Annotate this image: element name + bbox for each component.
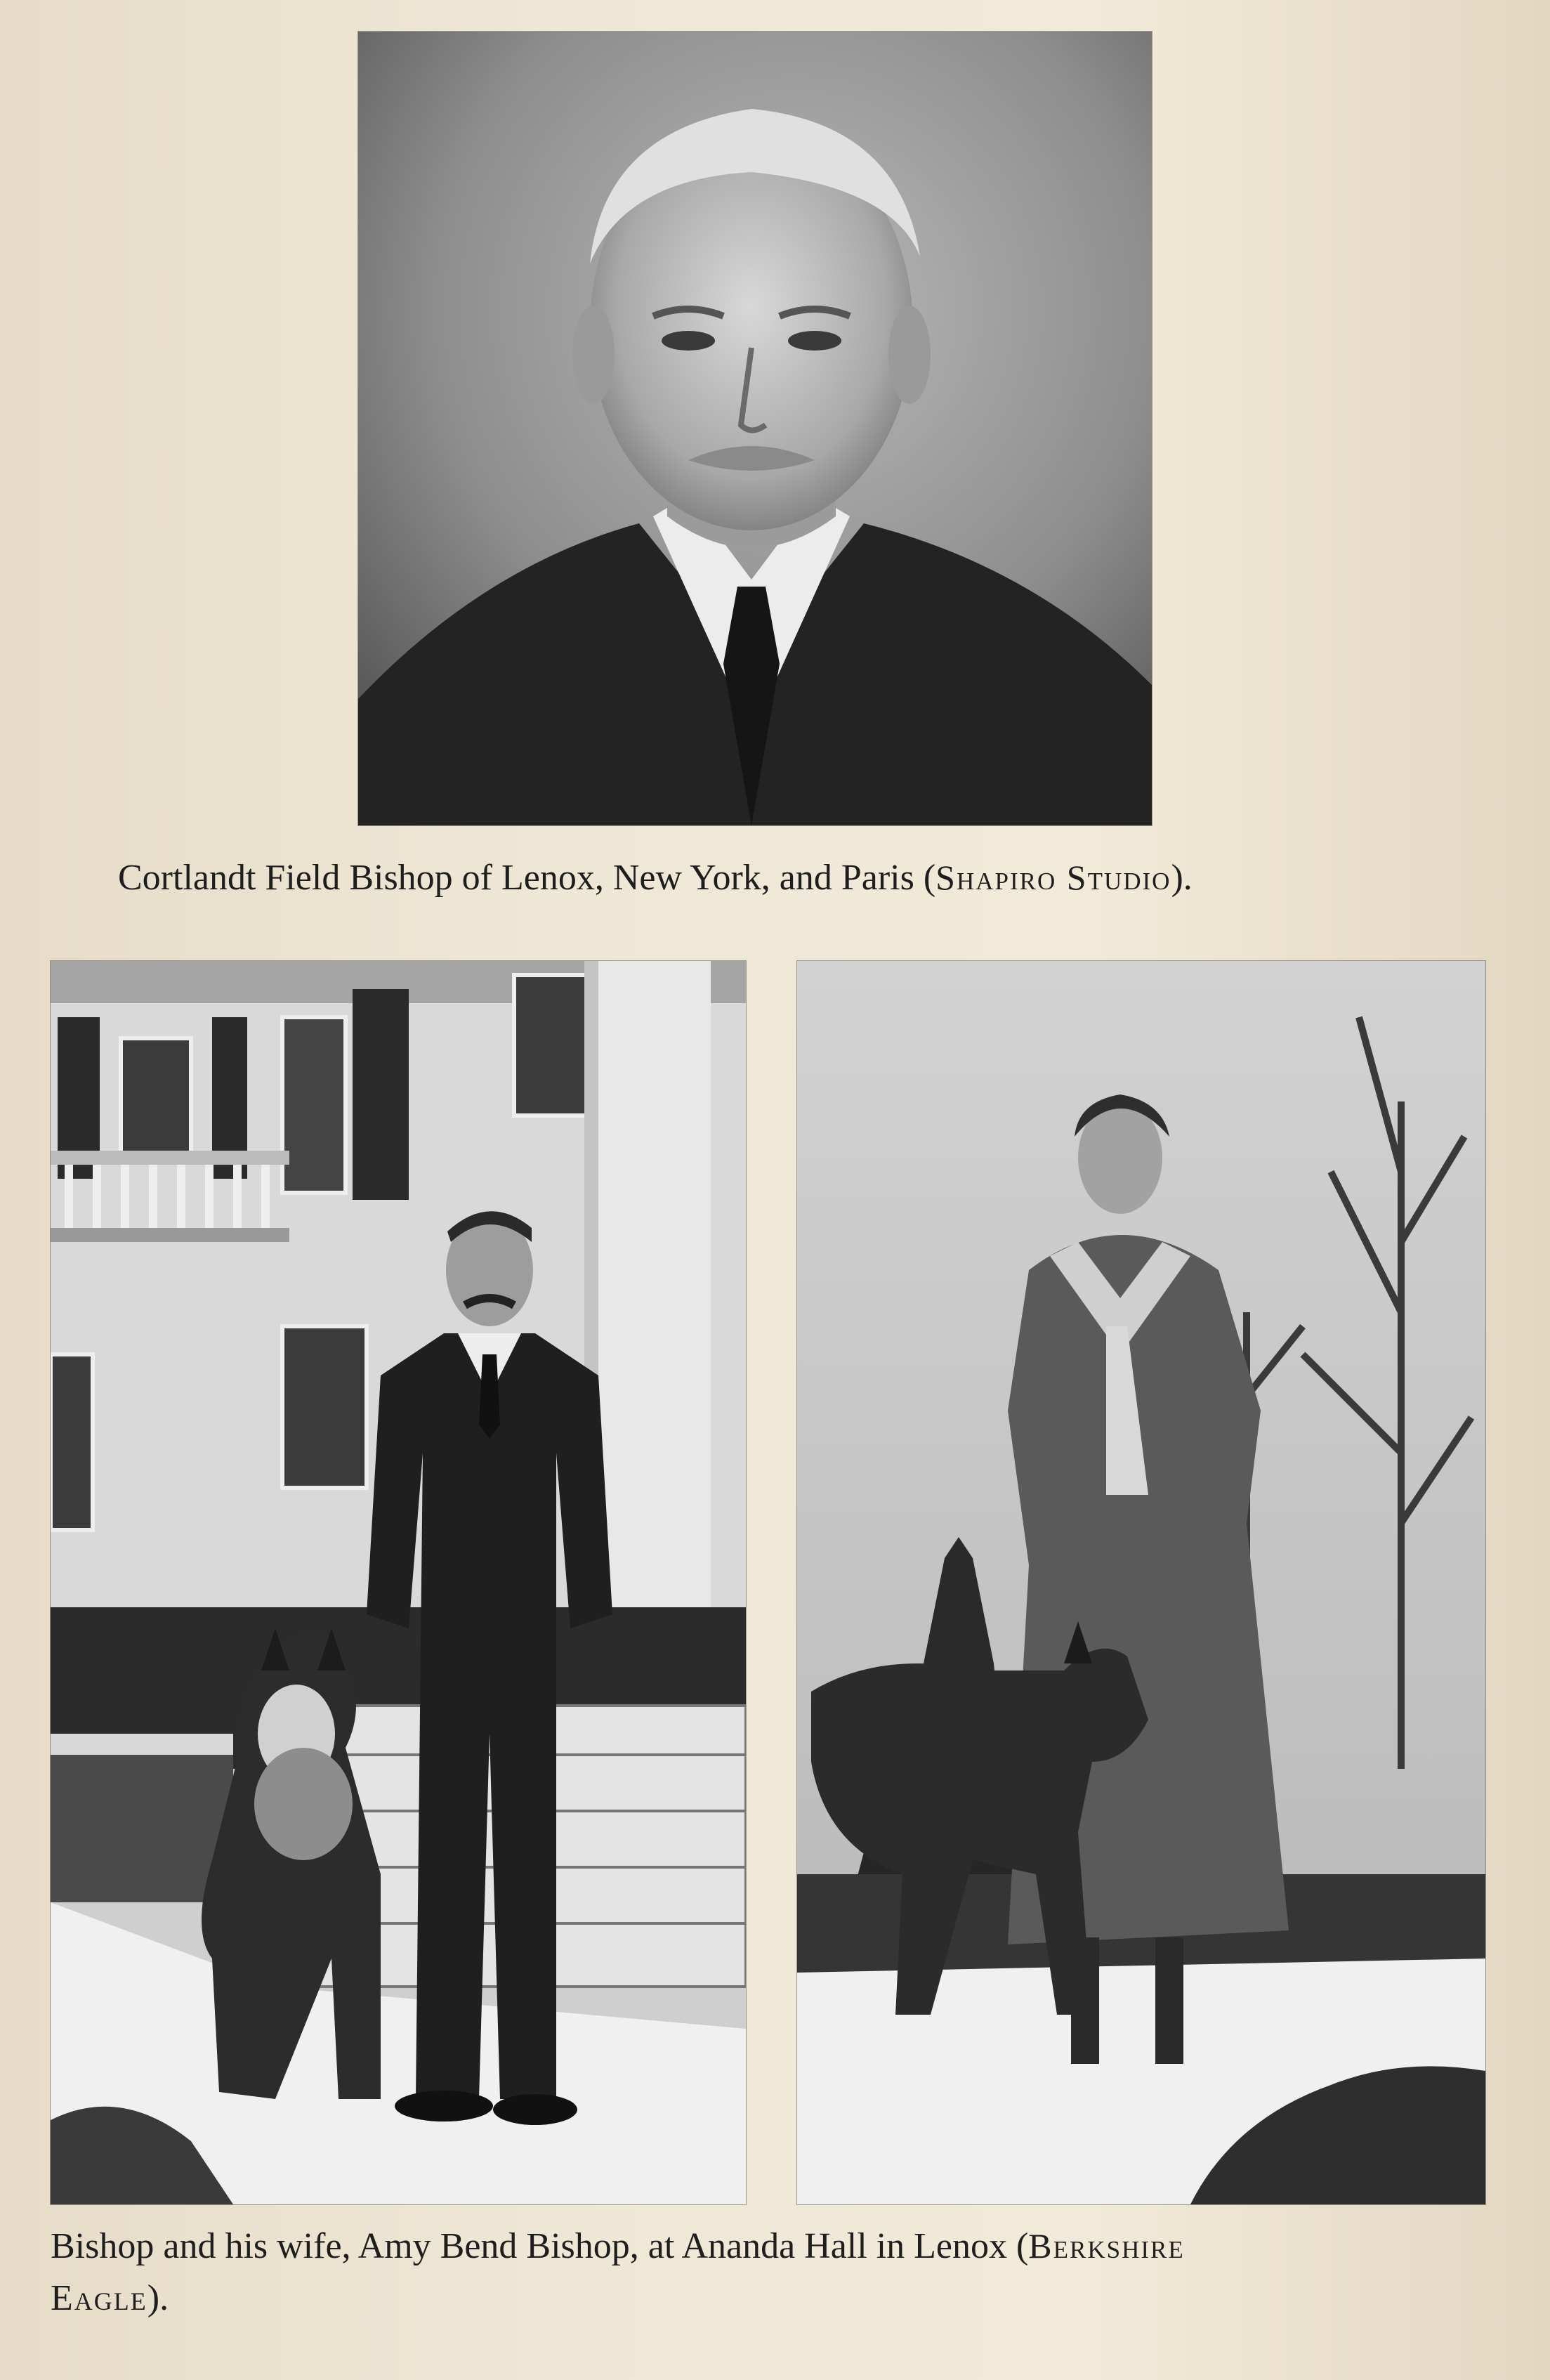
bottom-caption-text: Bishop and his wife, Amy Bend Bishop, at Ananda Hall in Lenox ( bbox=[51, 2226, 1029, 2266]
bottom-caption-credit-line1: Berkshire bbox=[1028, 2226, 1185, 2265]
bottom-caption-credit-line2: Eagle bbox=[51, 2278, 147, 2318]
top-caption-end: ). bbox=[1171, 858, 1193, 898]
standing-woman-with-dog-photo-icon bbox=[797, 961, 1485, 2204]
bottom-caption bbox=[51, 2220, 1490, 2325]
top-caption-credit: Shapiro Studio bbox=[935, 858, 1171, 897]
top-caption-text: Cortlandt Field Bishop of Lenox, New York, and Paris ( bbox=[118, 858, 936, 898]
portrait-photo bbox=[358, 32, 1152, 825]
bottom-caption-end: ). bbox=[147, 2278, 169, 2318]
wife-with-dog-photo bbox=[797, 961, 1485, 2204]
top-caption bbox=[118, 851, 1452, 904]
standing-man-with-dog-photo-icon bbox=[51, 961, 746, 2204]
portrait-photo-icon bbox=[358, 32, 1152, 825]
bishop-with-dog-photo bbox=[51, 961, 746, 2204]
